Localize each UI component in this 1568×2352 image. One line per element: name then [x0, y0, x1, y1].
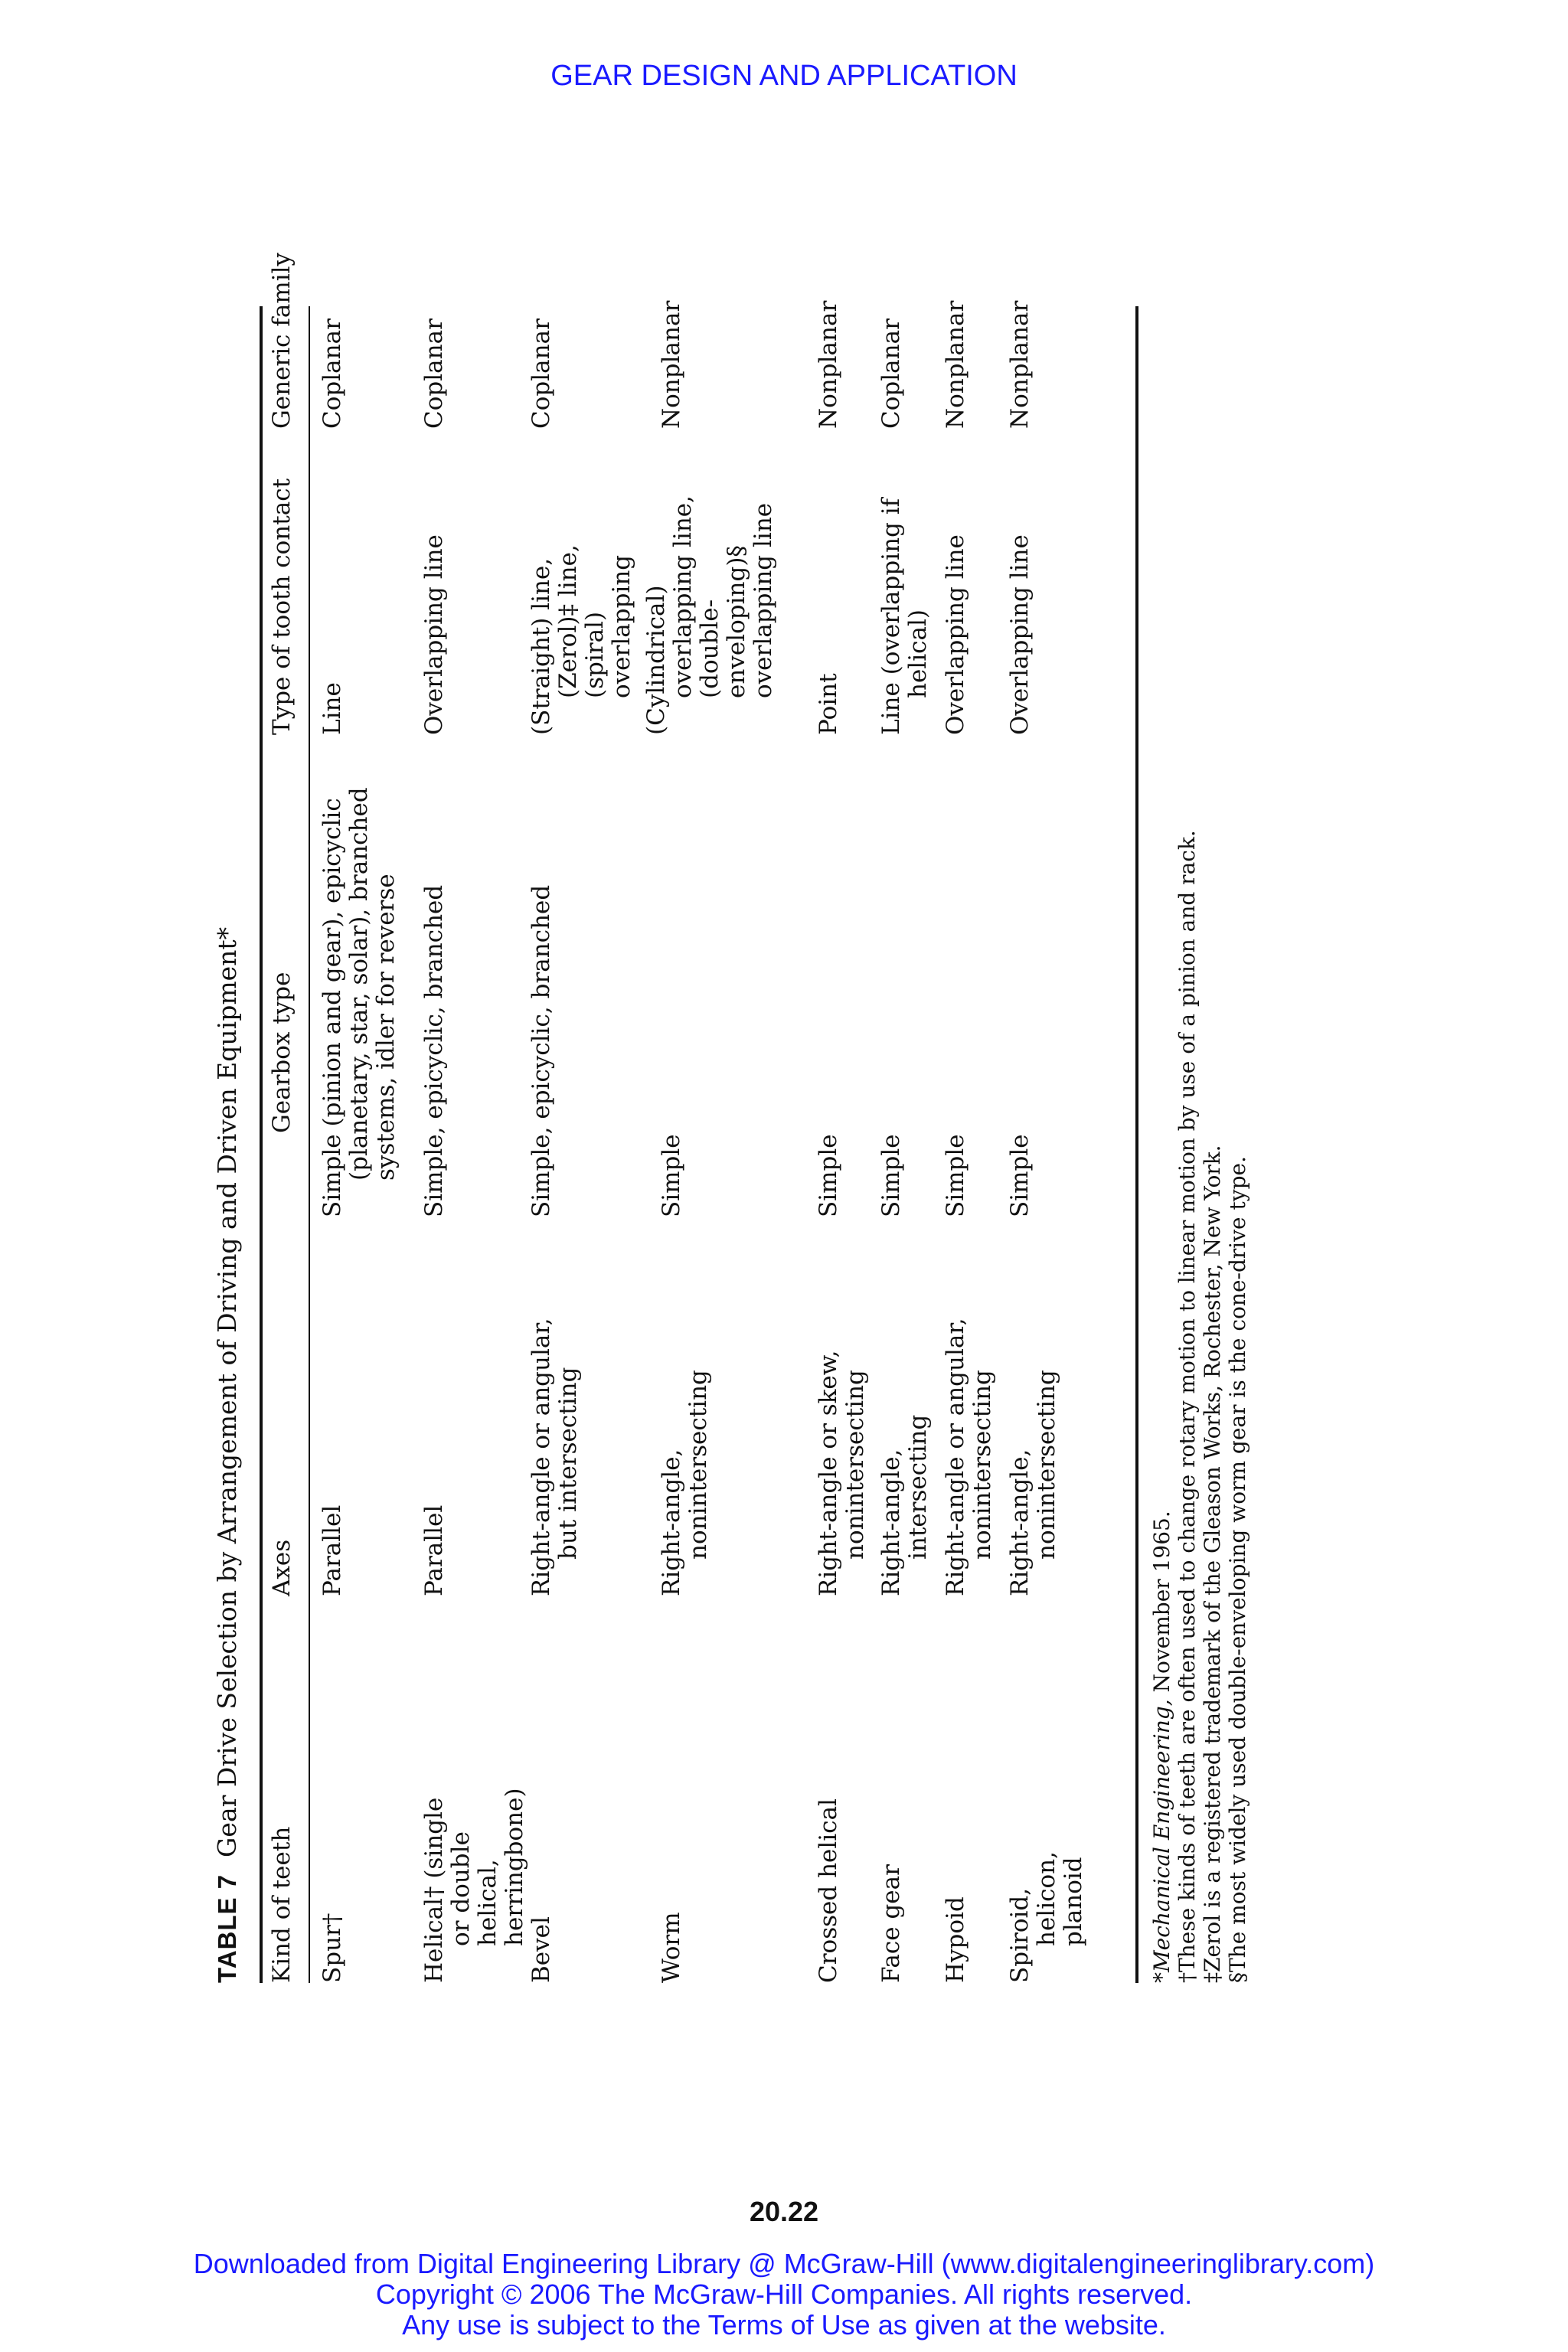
table-row-6-gearbox: Simple [877, 1134, 905, 1217]
running-header: GEAR DESIGN AND APPLICATION [550, 60, 1018, 92]
table-bottom-rule [1135, 306, 1138, 1983]
table-row-7-gearbox: Simple [942, 1134, 969, 1217]
footnote-section: §The most widely used double-enveloping worm gear is the cone-drive type. [1225, 1156, 1250, 1983]
table-row-4-axes: Right-angle, nonintersecting [658, 1370, 712, 1596]
table-row-6-contact: Line (overlapping if helical) [877, 498, 932, 735]
table-row-2-family: Coplanar [420, 318, 448, 429]
table-row-6-axes: Right-angle, intersecting [877, 1414, 932, 1596]
table-row-7-axes: Right-angle or angular, nonintersecting [942, 1318, 996, 1596]
table-row-6-family: Coplanar [877, 318, 905, 429]
column-header-contact: Type of tooth contact [268, 478, 296, 735]
table-row-6-kind: Face gear [877, 1864, 905, 1983]
table-row-8-contact: Overlapping line [1006, 534, 1034, 735]
download-footer [0, 2249, 1568, 2341]
table-row-8-gearbox: Simple [1006, 1134, 1034, 1217]
table-row-1-contact: Line [318, 682, 346, 735]
column-header-gearbox: Gearbox type [268, 972, 296, 1133]
table-row-1-kind: Spur† [318, 1913, 346, 1983]
footnote-dagger: †These kinds of teeth are often used to change rotary motion to linear motion by use of a pinion and rack. [1174, 830, 1200, 1983]
table-row-7-family: Nonplanar [942, 300, 969, 429]
table-row-5-gearbox: Simple [815, 1134, 842, 1217]
table-row-2-axes: Parallel [420, 1504, 448, 1596]
rotated-table-region [203, 252, 1321, 1983]
table-row-1-gearbox: Simple (pinion and gear), epicyclic (planetary, star, solar), branched systems, idler for reverse [318, 787, 400, 1217]
footnote-double-dagger: ‡Zerol is a registered trademark of the Gleason Works, Rochester, New York. [1200, 1145, 1225, 1983]
table-title: Gear Drive Selection by Arrangement of Driving and Driven Equipment* [212, 926, 242, 1857]
table-row-8-family: Nonplanar [1006, 300, 1034, 429]
table-row-8-axes: Right-angle, nonintersecting [1006, 1370, 1060, 1596]
table-header-rule [309, 306, 310, 1983]
gear-drive-table [203, 252, 1321, 1983]
table-row-3-axes: Right-angle or angular, but intersecting [528, 1318, 582, 1596]
table-row-1-family: Coplanar [318, 318, 346, 429]
table-row-4-gearbox: Simple [658, 1134, 685, 1217]
table-row-4-kind: Worm [658, 1912, 685, 1983]
table-row-2-contact: Overlapping line [420, 534, 448, 735]
table-row-4-family: Nonplanar [658, 300, 685, 429]
table-row-4-contact: (Cylindrical) overlapping line, (double- enveloping)§ overlapping line [642, 495, 777, 735]
column-header-kind: Kind of teeth [268, 1826, 296, 1983]
table-row-2-gearbox: Simple, epicyclic, branched [420, 884, 448, 1217]
table-row-3-contact: (Straight) line, (Zerol)‡ line, (spiral) overlapping [528, 544, 635, 735]
table-label: TABLE 7 [213, 1873, 241, 1983]
table-row-3-family: Coplanar [528, 318, 555, 429]
table-row-5-axes: Right-angle or skew, nonintersecting [815, 1350, 869, 1596]
table-top-rule [260, 306, 263, 1983]
footer-line-2: Copyright © 2006 The McGraw-Hill Companies. All rights reserved. [375, 2278, 1193, 2310]
footer-line-1[interactable]: Downloaded from Digital Engineering Library @ McGraw-Hill (www.digitalengineeringlibrary.com) [193, 2248, 1375, 2279]
table-footnotes [1149, 830, 1250, 1983]
table-row-1-axes: Parallel [318, 1504, 346, 1596]
table-row-7-contact: Overlapping line [942, 534, 969, 735]
table-row-2-kind: Helical† (single or double helical, herringbone) [420, 1788, 528, 1983]
table-row-5-family: Nonplanar [815, 300, 842, 429]
table-row-8-kind: Spiroid, helicon, planoid [1006, 1851, 1087, 1983]
footer-line-3: Any use is subject to the Terms of Use as given at the website. [402, 2309, 1166, 2341]
table-caption [214, 927, 240, 1983]
column-header-family: Generic family [268, 252, 296, 429]
table-row-3-gearbox: Simple, epicyclic, branched [528, 884, 555, 1217]
footnote-source: *Mechanical Engineering, November 1965. [1149, 1511, 1174, 1983]
table-row-5-contact: Point [815, 673, 842, 735]
page-number: 20.22 [749, 2196, 819, 2227]
table-row-3-kind: Bevel [528, 1916, 555, 1983]
column-header-axes: Axes [268, 1539, 296, 1596]
table-row-7-kind: Hypoid [942, 1896, 969, 1983]
table-row-5-kind: Crossed helical [815, 1798, 842, 1983]
